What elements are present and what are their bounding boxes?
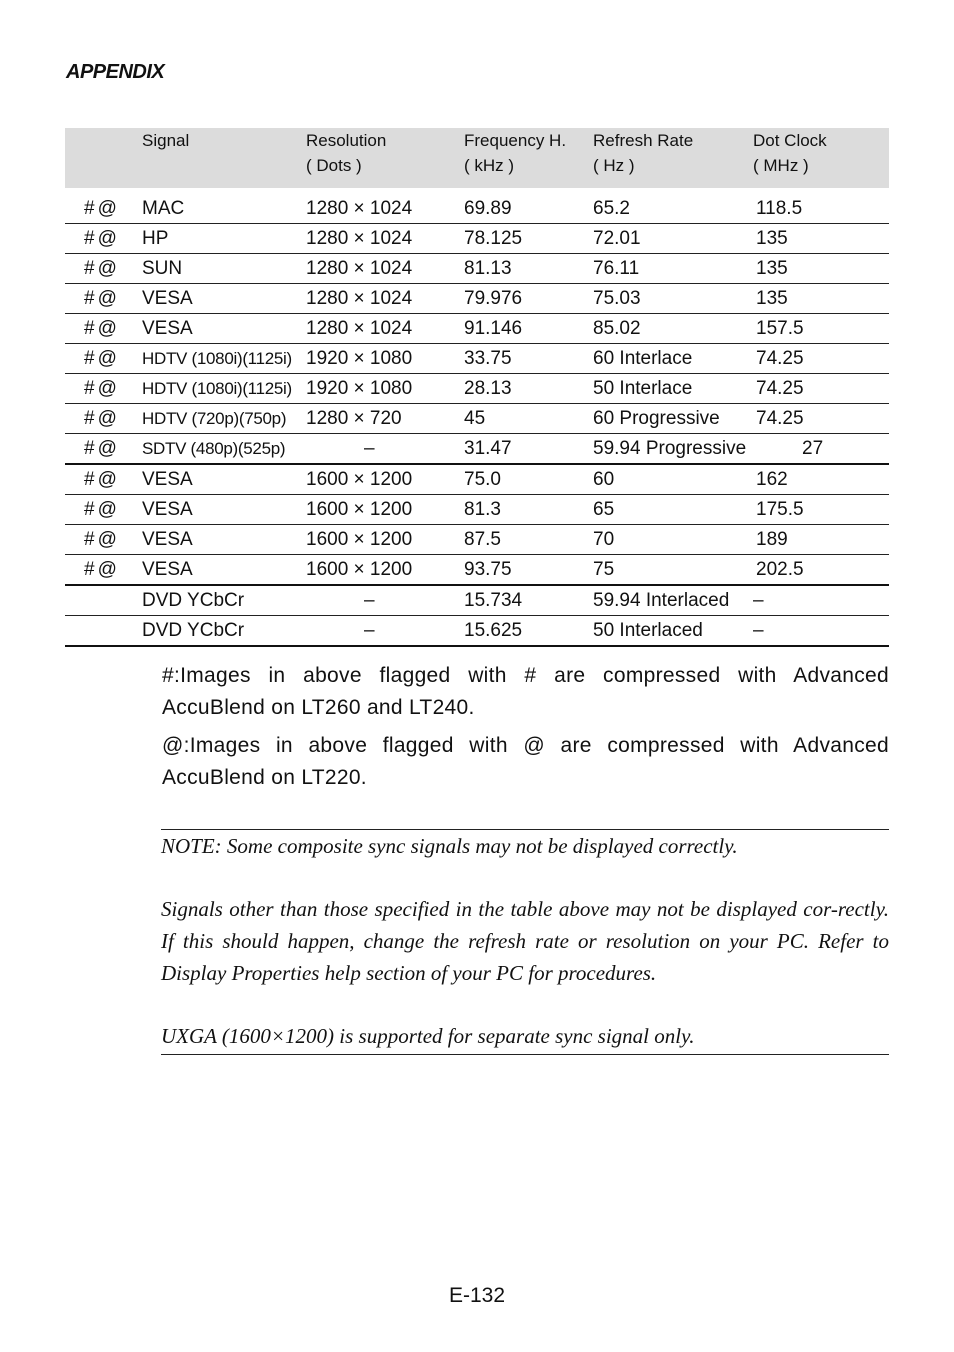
frequency-cell: 79.976 — [464, 284, 593, 314]
signal-cell: VESA — [142, 495, 306, 525]
dot-clock-cell: – — [753, 585, 889, 616]
flag-cell: #@ — [65, 254, 142, 284]
dot-clock-cell: 118.5 — [753, 188, 889, 224]
dot-clock-cell: 135 — [753, 254, 889, 284]
refresh-rate-cell: 85.02 — [593, 314, 753, 344]
table-row — [65, 284, 889, 314]
refresh-rate-cell: 59.94 Progressive — [593, 434, 753, 465]
signal-cell: SUN — [142, 254, 306, 284]
refresh-rate-cell: 50 Interlace — [593, 374, 753, 404]
resolution-cell: 1280 × 1024 — [306, 188, 464, 224]
flag-cell: #@ — [65, 464, 142, 495]
frequency-cell: 87.5 — [464, 525, 593, 555]
refresh-rate-cell: 50 Interlaced — [593, 616, 753, 647]
flag-cell: #@ — [65, 404, 142, 434]
dot-clock-cell: 175.5 — [753, 495, 889, 525]
resolution-cell: 1920 × 1080 — [306, 374, 464, 404]
resolution-cell: 1600 × 1200 — [306, 555, 464, 586]
refresh-rate-cell: 75.03 — [593, 284, 753, 314]
dot-clock-cell: 189 — [753, 525, 889, 555]
resolution-cell: 1280 × 1024 — [306, 224, 464, 254]
table-row — [65, 404, 889, 434]
flag-cell: #@ — [65, 434, 142, 465]
resolution-cell: 1600 × 1200 — [306, 464, 464, 495]
signal-cell: HDTV (720p)(750p) — [142, 404, 306, 434]
frequency-cell: 81.13 — [464, 254, 593, 284]
flag-cell: #@ — [65, 525, 142, 555]
signal-cell: DVD YCbCr — [142, 616, 306, 647]
table-row — [65, 585, 889, 616]
signal-cell: VESA — [142, 525, 306, 555]
refresh-rate-cell: 76.11 — [593, 254, 753, 284]
footnote-hash: #:Images in above flagged with # are compressed with Advanced AccuBlend on LT260 and LT240. — [162, 664, 889, 719]
signal-cell: HDTV (1080i)(1125i) — [142, 344, 306, 374]
column-header-title: Resolution — [306, 131, 387, 150]
column-header — [306, 128, 464, 188]
signal-cell: VESA — [142, 284, 306, 314]
dot-clock-cell: – — [753, 616, 889, 647]
table-row — [65, 254, 889, 284]
signal-table-body — [65, 188, 889, 646]
flag-cell: #@ — [65, 555, 142, 586]
frequency-cell: 28.13 — [464, 374, 593, 404]
resolution-cell: – — [306, 434, 464, 465]
column-header — [753, 128, 889, 188]
column-header — [593, 128, 753, 188]
flag-cell: #@ — [65, 314, 142, 344]
table-row — [65, 188, 889, 224]
column-header-unit: ( kHz ) — [464, 156, 515, 175]
frequency-cell: 45 — [464, 404, 593, 434]
dot-clock-cell: 74.25 — [753, 374, 889, 404]
resolution-cell: 1600 × 1200 — [306, 525, 464, 555]
refresh-rate-cell: 60 Interlace — [593, 344, 753, 374]
table-row — [65, 224, 889, 254]
resolution-cell: 1280 × 1024 — [306, 284, 464, 314]
signal-cell: HDTV (1080i)(1125i) — [142, 374, 306, 404]
flag-cell — [65, 585, 142, 616]
flag-cell: #@ — [65, 374, 142, 404]
frequency-cell: 81.3 — [464, 495, 593, 525]
dot-clock-cell: 135 — [753, 284, 889, 314]
note-composite-sync: NOTE: Some composite sync signals may not be displayed correctly. — [161, 834, 738, 858]
signal-cell: MAC — [142, 188, 306, 224]
frequency-cell: 75.0 — [464, 464, 593, 495]
flag-cell: #@ — [65, 344, 142, 374]
table-row — [65, 344, 889, 374]
table-row — [65, 434, 889, 465]
refresh-rate-cell: 60 — [593, 464, 753, 495]
refresh-rate-cell: 70 — [593, 525, 753, 555]
resolution-cell: – — [306, 585, 464, 616]
resolution-cell: 1280 × 1024 — [306, 314, 464, 344]
resolution-cell: 1920 × 1080 — [306, 344, 464, 374]
frequency-cell: 69.89 — [464, 188, 593, 224]
signal-table — [65, 128, 889, 647]
resolution-cell: 1280 × 720 — [306, 404, 464, 434]
frequency-cell: 91.146 — [464, 314, 593, 344]
table-row — [65, 464, 889, 495]
frequency-cell: 78.125 — [464, 224, 593, 254]
table-row — [65, 314, 889, 344]
column-header-unit: ( Hz ) — [593, 156, 635, 175]
dot-clock-cell: 202.5 — [753, 555, 889, 586]
column-header-title: Refresh Rate — [593, 131, 694, 150]
signal-cell: DVD YCbCr — [142, 585, 306, 616]
table-row — [65, 374, 889, 404]
page-number: E-132 — [448, 1284, 506, 1307]
signal-cell: SDTV (480p)(525p) — [142, 434, 306, 465]
frequency-cell: 93.75 — [464, 555, 593, 586]
signal-cell: VESA — [142, 314, 306, 344]
column-header-title: Dot Clock — [753, 131, 827, 150]
refresh-rate-cell: 65.2 — [593, 188, 753, 224]
column-header — [142, 128, 306, 188]
refresh-rate-cell: 59.94 Interlaced — [593, 585, 753, 616]
resolution-cell: 1600 × 1200 — [306, 495, 464, 525]
signal-cell: VESA — [142, 555, 306, 586]
resolution-cell: – — [306, 616, 464, 647]
flag-cell: #@ — [65, 284, 142, 314]
column-header — [464, 128, 593, 188]
refresh-rate-cell: 60 Progressive — [593, 404, 753, 434]
dot-clock-cell: 74.25 — [753, 404, 889, 434]
dot-clock-cell: 162 — [753, 464, 889, 495]
dot-clock-cell: 157.5 — [753, 314, 889, 344]
column-header-title: Frequency H. — [464, 131, 567, 150]
frequency-cell: 33.75 — [464, 344, 593, 374]
signal-cell: HP — [142, 224, 306, 254]
frequency-cell: 31.47 — [464, 434, 593, 465]
refresh-rate-cell: 65 — [593, 495, 753, 525]
refresh-rate-cell: 75 — [593, 555, 753, 586]
signal-table-header — [65, 128, 889, 188]
resolution-cell: 1280 × 1024 — [306, 254, 464, 284]
note-other-signals: Signals other than those specified in the table above may not be displayed cor-rectly. If this should happen, change the refresh rate or resolution on your PC. Refer to Display Properties help section of your PC for procedures. — [161, 897, 889, 985]
section-title: APPENDIX — [66, 61, 165, 83]
column-header-unit: ( MHz ) — [753, 156, 809, 175]
flag-cell: #@ — [65, 188, 142, 224]
signal-cell: VESA — [142, 464, 306, 495]
footnote-at: @:Images in above flagged with @ are compressed with Advanced AccuBlend on LT220. — [162, 734, 889, 789]
column-header-unit: ( Dots ) — [306, 156, 362, 175]
flag-cell: #@ — [65, 224, 142, 254]
frequency-cell: 15.734 — [464, 585, 593, 616]
dot-clock-cell: 135 — [753, 224, 889, 254]
flag-cell: #@ — [65, 495, 142, 525]
table-row — [65, 555, 889, 586]
note-uxga: UXGA (1600×1200) is supported for separate sync signal only. — [161, 1024, 695, 1048]
column-header — [65, 128, 142, 188]
column-header-title: Signal — [142, 131, 190, 150]
dot-clock-cell: 27 — [753, 434, 889, 465]
flag-cell — [65, 616, 142, 647]
table-row — [65, 525, 889, 555]
table-row — [65, 495, 889, 525]
notes-box — [161, 829, 889, 1055]
dot-clock-cell: 74.25 — [753, 344, 889, 374]
refresh-rate-cell: 72.01 — [593, 224, 753, 254]
table-row — [65, 616, 889, 647]
frequency-cell: 15.625 — [464, 616, 593, 647]
footnotes — [162, 660, 889, 800]
